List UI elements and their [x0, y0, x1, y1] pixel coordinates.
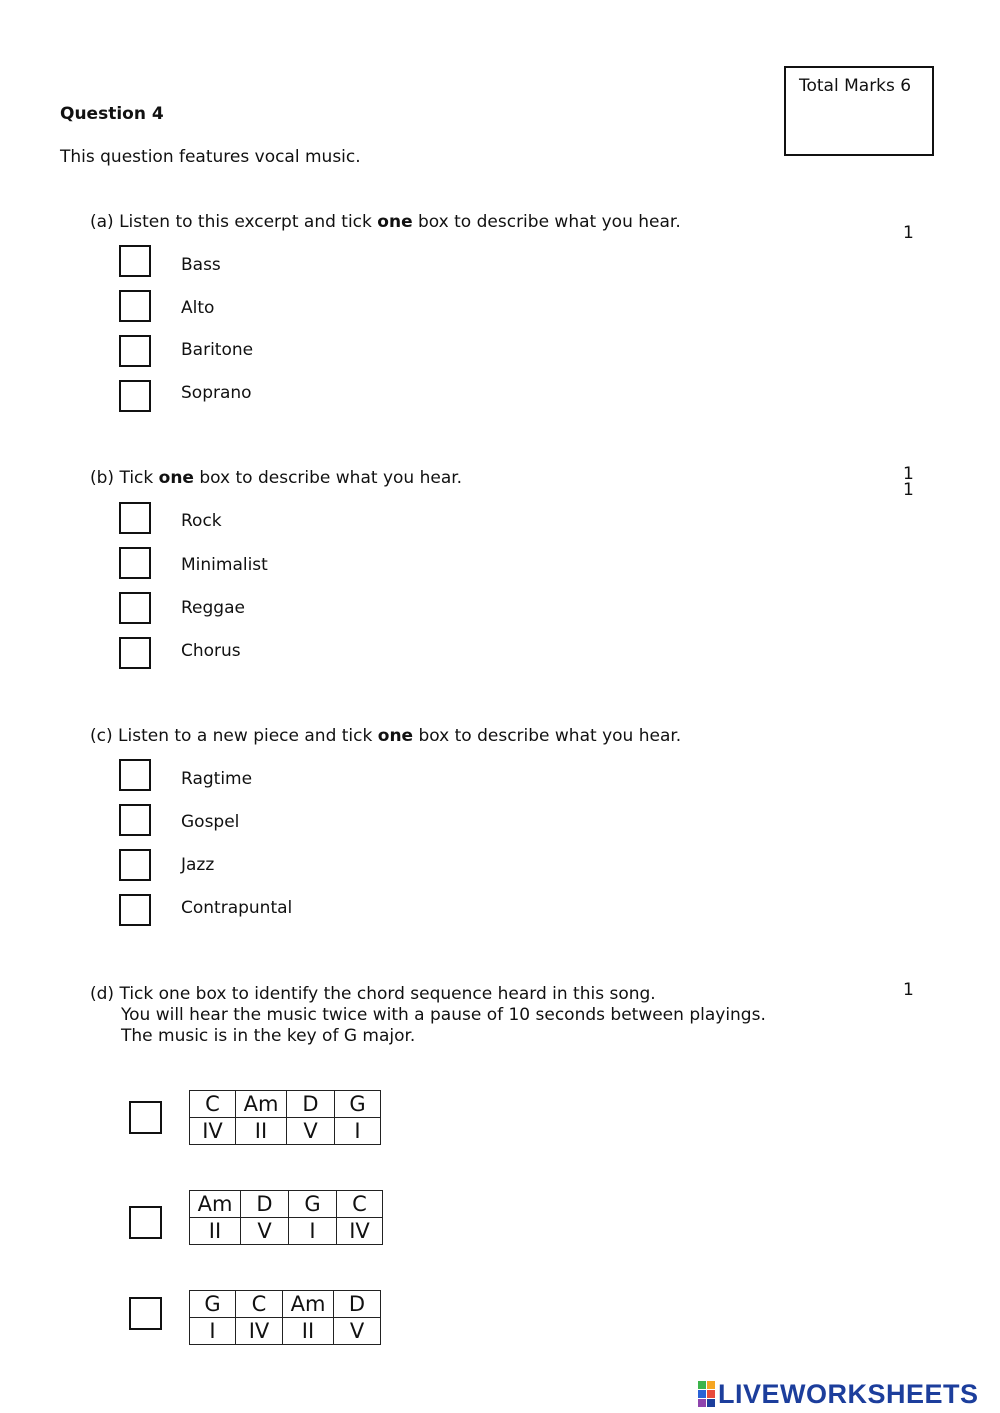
chord-cell: Am: [236, 1091, 287, 1118]
part-a-prefix: (a) Listen to this excerpt and tick: [90, 212, 378, 232]
numeral-cell: V: [241, 1218, 289, 1245]
option-b-rock: Rock: [181, 511, 222, 531]
chord-row: [190, 1091, 381, 1118]
part-a-suffix: box to describe what you hear.: [412, 212, 681, 232]
numeral-cell: IV: [236, 1318, 283, 1345]
logo-text: LIVEWORKSHEETS: [718, 1378, 979, 1409]
numeral-cell: I: [289, 1218, 337, 1245]
checkbox-a-alto[interactable]: [119, 290, 151, 322]
checkbox-a-soprano[interactable]: [119, 380, 151, 412]
option-c-contrapuntal: Contrapuntal: [181, 898, 293, 918]
chord-cell: D: [241, 1191, 289, 1218]
numeral-row: [190, 1218, 383, 1245]
liveworksheets-logo: [698, 1378, 979, 1410]
checkbox-b-reggae[interactable]: [119, 592, 151, 624]
chord-cell: Am: [190, 1191, 241, 1218]
numeral-cell: I: [190, 1318, 236, 1345]
numeral-cell: IV: [337, 1218, 383, 1245]
checkbox-c-ragtime[interactable]: [119, 759, 151, 791]
chord-cell: Am: [283, 1291, 334, 1318]
checkbox-d-sequence-1[interactable]: [129, 1101, 162, 1134]
checkbox-a-baritone[interactable]: [119, 335, 151, 367]
chord-table-2: [189, 1190, 383, 1245]
checkbox-b-rock[interactable]: [119, 502, 151, 534]
checkbox-c-jazz[interactable]: [119, 849, 151, 881]
chord-cell: D: [334, 1291, 381, 1318]
option-b-chorus: Chorus: [181, 641, 241, 661]
chord-table-1: [189, 1090, 381, 1145]
part-c-suffix: box to describe what you hear.: [413, 726, 682, 746]
checkbox-d-sequence-3[interactable]: [129, 1297, 162, 1330]
chord-cell: G: [335, 1091, 381, 1118]
checkbox-a-bass[interactable]: [119, 245, 151, 277]
numeral-cell: IV: [190, 1118, 236, 1145]
part-c-prompt: [90, 725, 681, 747]
option-c-gospel: Gospel: [181, 812, 240, 832]
chord-cell: C: [337, 1191, 383, 1218]
part-d-line-2: You will hear the music twice with a pause of 10 seconds between playings.: [121, 1005, 766, 1025]
checkbox-b-chorus[interactable]: [119, 637, 151, 669]
question-title: Question 4: [60, 104, 164, 124]
part-d-line-3: The music is in the key of G major.: [121, 1026, 416, 1046]
option-a-bass: Bass: [181, 255, 221, 275]
checkbox-c-gospel[interactable]: [119, 804, 151, 836]
part-a-bold: one: [377, 212, 413, 232]
part-b-prefix: (b) Tick: [90, 468, 159, 488]
option-a-alto: Alto: [181, 298, 215, 318]
logo-mark-icon: [698, 1381, 715, 1407]
option-c-jazz: Jazz: [181, 855, 215, 875]
option-b-reggae: Reggae: [181, 598, 245, 618]
chord-cell: G: [190, 1291, 236, 1318]
option-c-ragtime: Ragtime: [181, 769, 253, 789]
option-b-minimalist: Minimalist: [181, 555, 268, 575]
part-c-bold: one: [377, 726, 414, 746]
question-intro: This question features vocal music.: [60, 147, 361, 167]
part-d-mark: 1: [903, 980, 914, 1000]
chord-cell: G: [289, 1191, 337, 1218]
option-a-soprano: Soprano: [181, 383, 252, 403]
chord-cell: C: [236, 1291, 283, 1318]
checkbox-b-minimalist[interactable]: [119, 547, 151, 579]
chord-table-3: [189, 1290, 381, 1345]
part-a-mark: 1: [903, 223, 914, 243]
chord-cell: C: [190, 1091, 236, 1118]
numeral-cell: II: [283, 1318, 334, 1345]
part-b-prompt: [90, 467, 462, 489]
part-c-prefix: (c) Listen to a new piece and tick: [90, 726, 378, 746]
option-a-baritone: Baritone: [181, 340, 254, 360]
part-b-bold: one: [158, 468, 194, 488]
numeral-cell: II: [190, 1218, 241, 1245]
part-b-suffix: box to describe what you hear.: [193, 468, 463, 488]
numeral-cell: I: [335, 1118, 381, 1145]
numeral-row: [190, 1118, 381, 1145]
chord-cell: D: [287, 1091, 335, 1118]
numeral-cell: V: [334, 1318, 381, 1345]
numeral-cell: II: [236, 1118, 287, 1145]
total-marks-label: Total Marks 6: [799, 76, 912, 96]
checkbox-d-sequence-2[interactable]: [129, 1206, 162, 1239]
chord-row: [190, 1191, 383, 1218]
checkbox-c-contrapuntal[interactable]: [119, 894, 151, 926]
numeral-cell: V: [287, 1118, 335, 1145]
numeral-row: [190, 1318, 381, 1345]
part-b-mark-2: 1: [903, 480, 914, 500]
part-a-prompt: [90, 211, 681, 233]
chord-row: [190, 1291, 381, 1318]
total-marks-box: [784, 66, 934, 156]
part-b-mark-1: 1: [903, 464, 914, 484]
part-d-line-1: (d) Tick one box to identify the chord sequence heard in this song.: [90, 984, 656, 1004]
